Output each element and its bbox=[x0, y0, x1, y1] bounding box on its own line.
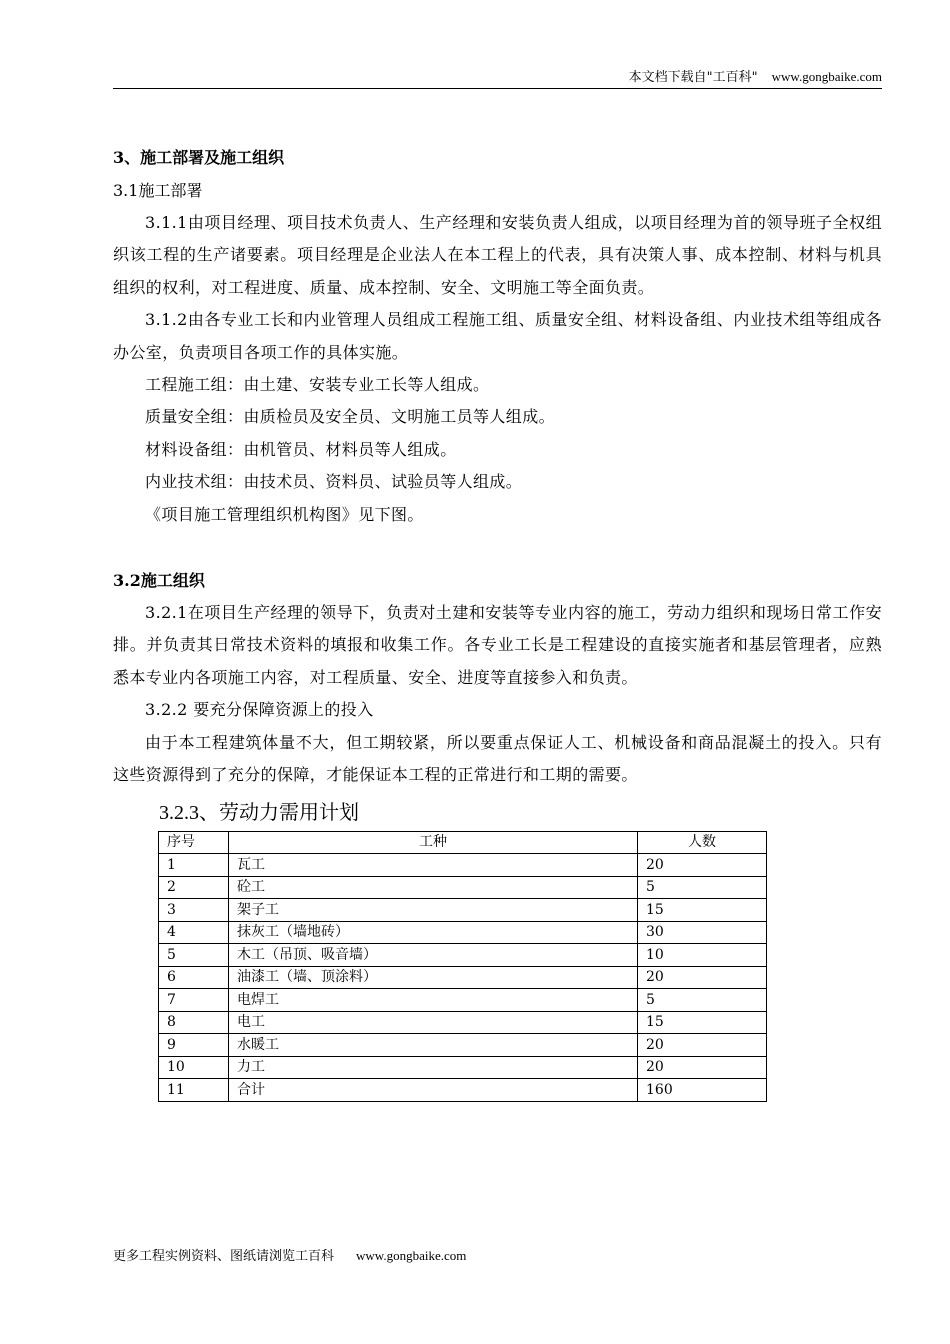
section-3-1-title: 3.1施工部署 bbox=[113, 181, 203, 200]
org-chart-reference: 《项目施工管理组织机构图》见下图。 bbox=[145, 504, 424, 524]
labor-plan-title-number: 3.2.3 bbox=[159, 801, 199, 824]
cell-count: 5 bbox=[638, 876, 767, 899]
cell-seq: 2 bbox=[159, 876, 229, 899]
cell-seq: 9 bbox=[159, 1034, 229, 1057]
cell-count: 15 bbox=[638, 899, 767, 922]
cell-trade: 油漆工（墙、顶涂料） bbox=[229, 966, 638, 989]
table-row bbox=[159, 854, 767, 877]
cell-count: 20 bbox=[638, 1034, 767, 1057]
cell-trade: 抹灰工（墙地砖） bbox=[229, 921, 638, 944]
footer-text: 更多工程实例资料、图纸请浏览工百科 bbox=[113, 1249, 335, 1264]
cell-seq: 10 bbox=[159, 1056, 229, 1079]
header-count: 人数 bbox=[638, 831, 767, 854]
table-row bbox=[159, 966, 767, 989]
cell-seq: 1 bbox=[159, 854, 229, 877]
cell-seq: 8 bbox=[159, 1011, 229, 1034]
cell-count: 10 bbox=[638, 944, 767, 967]
header-seq: 序号 bbox=[159, 831, 229, 854]
labor-plan-table bbox=[158, 831, 767, 1102]
paragraph-3-2-1: 3.2.1在项目生产经理的领导下，负责对土建和安装等专业内容的施工，劳动力组织和现场日常工作安排。并负责其日常技术资料的填报和收集工作。各专业工长是工程建设的直接实施者和基层管理者，应熟悉本专业内各项施工内容，对工程质量、安全、进度等直接参入和负责。 bbox=[113, 603, 882, 687]
table-row bbox=[159, 899, 767, 922]
cell-trade: 水暖工 bbox=[229, 1034, 638, 1057]
cell-count: 160 bbox=[638, 1079, 767, 1102]
cell-seq: 11 bbox=[159, 1079, 229, 1102]
cell-trade: 瓦工 bbox=[229, 854, 638, 877]
footer-site-link[interactable]: www.gongbaike.com bbox=[356, 1248, 467, 1263]
labor-plan-title-text: 、劳动力需用计划 bbox=[199, 799, 359, 824]
header-site-link[interactable]: www.gongbaike.com bbox=[771, 69, 882, 84]
paragraph-3-2-2: 3.2.2 要充分保障资源上的投入 bbox=[145, 700, 374, 720]
list-item-technical-group: 内业技术组：由技术员、资料员、试验员等人组成。 bbox=[145, 472, 523, 492]
page-footer bbox=[113, 1247, 466, 1266]
list-item-construction-group: 工程施工组：由土建、安装专业工长等人组成。 bbox=[145, 375, 490, 395]
cell-trade: 合计 bbox=[229, 1079, 638, 1102]
cell-trade: 架子工 bbox=[229, 899, 638, 922]
cell-count: 20 bbox=[638, 854, 767, 877]
cell-count: 15 bbox=[638, 1011, 767, 1034]
paragraph-resources: 由于本工程建筑体量不大，但工期较紧，所以要重点保证人工、机械设备和商品混凝土的投入。只有这些资源得到了充分的保障，才能保证本工程的正常进行和工期的需要。 bbox=[113, 732, 882, 785]
cell-count: 5 bbox=[638, 989, 767, 1012]
table-row-total bbox=[159, 1079, 767, 1102]
section-spacer bbox=[113, 531, 882, 565]
header-source-text: 本文档下载自"工百科" bbox=[628, 70, 758, 85]
table-row bbox=[159, 1056, 767, 1079]
paragraph-3-1-1: 3.1.1由项目经理、项目技术负责人、生产经理和安装负责人组成，以项目经理为首的领导班子全权组织该工程的生产诸要素。项目经理是企业法人在本工程上的代表，具有决策人事、成本控制、材料与机具组织的权利，对工程进度、质量、成本控制、安全、文明施工等全面负责。 bbox=[113, 213, 882, 297]
list-item-material-equipment-group: 材料设备组：由机管员、材料员等人组成。 bbox=[145, 439, 457, 459]
document-body bbox=[113, 141, 882, 1102]
table-row bbox=[159, 921, 767, 944]
cell-seq: 6 bbox=[159, 966, 229, 989]
labor-plan-title bbox=[159, 796, 882, 829]
paragraph-3-1-2: 3.1.2由各专业工长和内业管理人员组成工程施工组、质量安全组、材料设备组、内业技术组等组成各办公室，负责项目各项工作的具体实施。 bbox=[113, 310, 882, 362]
section-3-2-title: 3.2施工组织 bbox=[113, 571, 205, 591]
section-3-title: 3、施工部署及施工组织 bbox=[113, 148, 285, 167]
table-row bbox=[159, 1011, 767, 1034]
cell-trade: 电工 bbox=[229, 1011, 638, 1034]
cell-trade: 木工（吊顶、吸音墙） bbox=[229, 944, 638, 967]
cell-seq: 4 bbox=[159, 921, 229, 944]
cell-trade: 力工 bbox=[229, 1056, 638, 1079]
cell-trade: 电焊工 bbox=[229, 989, 638, 1012]
list-item-quality-safety-group: 质量安全组：由质检员及安全员、文明施工员等人组成。 bbox=[145, 407, 556, 427]
table-row bbox=[159, 876, 767, 899]
cell-count: 30 bbox=[638, 921, 767, 944]
table-row bbox=[159, 989, 767, 1012]
cell-seq: 7 bbox=[159, 989, 229, 1012]
table-header-row bbox=[159, 831, 767, 854]
table-row bbox=[159, 944, 767, 967]
table-row bbox=[159, 1034, 767, 1057]
cell-seq: 3 bbox=[159, 899, 229, 922]
cell-seq: 5 bbox=[159, 944, 229, 967]
cell-count: 20 bbox=[638, 966, 767, 989]
cell-count: 20 bbox=[638, 1056, 767, 1079]
page-header bbox=[113, 68, 882, 89]
cell-trade: 砼工 bbox=[229, 876, 638, 899]
header-trade: 工种 bbox=[229, 831, 638, 854]
